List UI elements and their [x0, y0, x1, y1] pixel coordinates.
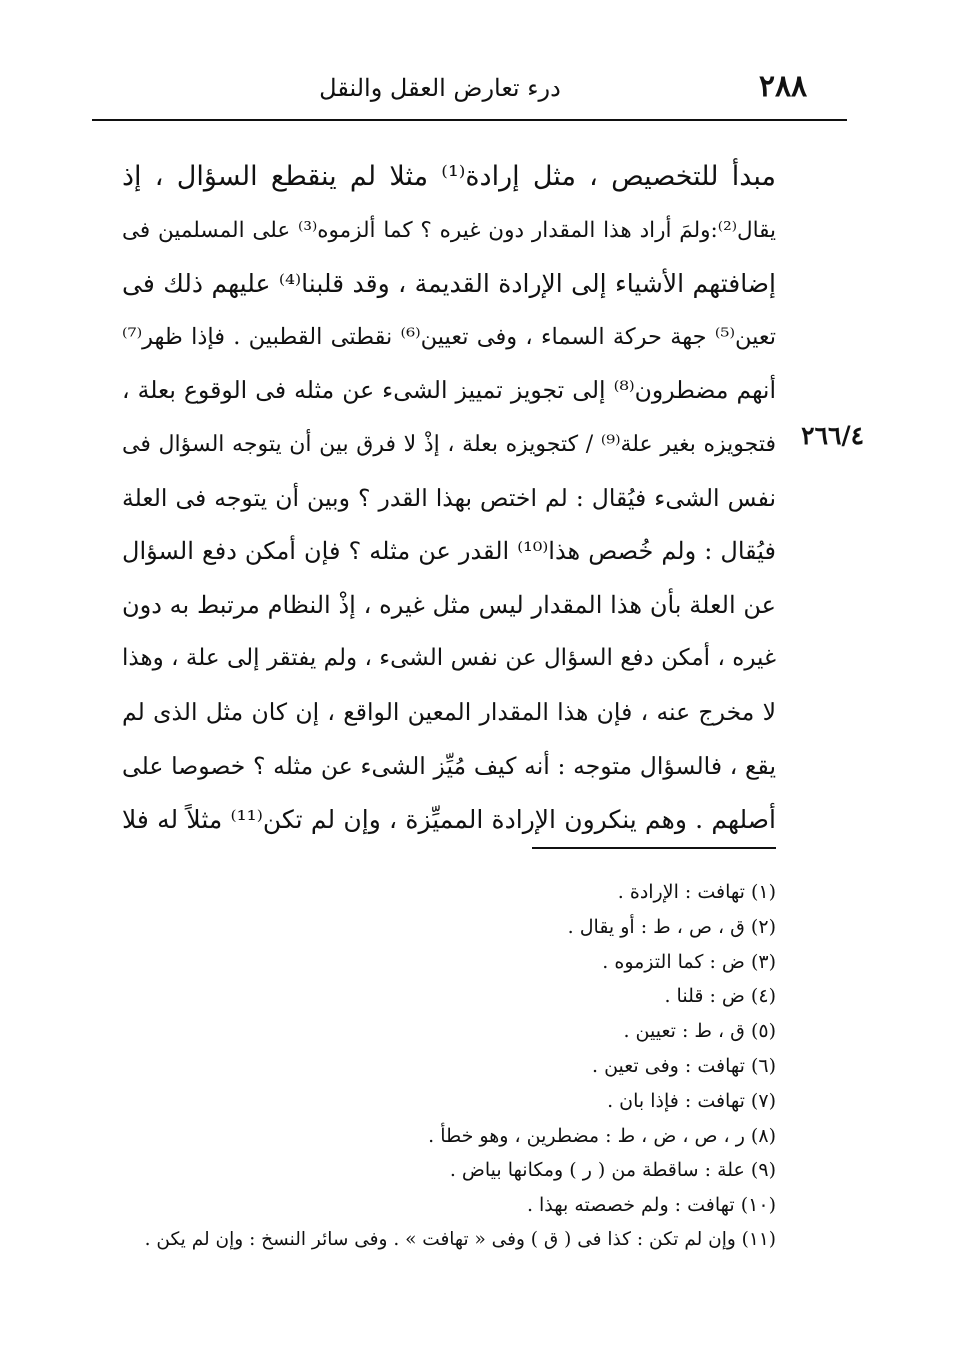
footnote: (٦) تهافت : وفى تعين .	[591, 1054, 776, 1077]
footnote: (٧) تهافت : فإذا بان .	[607, 1089, 776, 1112]
page-number: ٢٨٨	[758, 69, 808, 104]
footnotes	[140, 875, 776, 1258]
footnote: (٨) ر ، ص ، ض ، ط : مضطرين ، وهو خطأ .	[428, 1124, 776, 1147]
text-line: يقال⁽²⁾:ولمَ أراد هذا المقدار دون غيره ؟ كما ألزموه⁽³⁾ على المسلمين فى	[122, 217, 776, 243]
text-line: نفس الشىء فيُقال : لم اختص بهذا القدر ؟ وبين أن يتوجه فى العلة	[122, 483, 776, 512]
footnote-divider	[532, 847, 776, 849]
text-line: عن العلة بأن هذا المقدار ليس مثل غيره ، إذْ النظام مرتبط به دون	[122, 590, 776, 619]
footnote: (١١) وإن لم تكن : كذا فى ( ق ) وفى « تهافت » . وفى سائر النسخ : وإن لم يكن .	[144, 1228, 776, 1250]
text-line: إضافتهم الأشياء إلى الإرادة القديمة ، وقد قلبنا⁽⁴⁾ عليهم ذلك فى	[122, 269, 776, 299]
text-line: فيُقال : ولم خُصص هذا⁽¹⁰⁾ القدر عن مثله ؟ فإن أمكن دفع السؤال	[122, 537, 777, 566]
running-title: درء تعارض العقل والنقل	[319, 74, 561, 102]
footnote: (٥) ق ، ط : تعيين .	[623, 1020, 776, 1043]
footnote: (٤) ض : قلنا .	[664, 985, 776, 1008]
header-divider	[92, 119, 847, 121]
footnote: (٣) ض : كما التزموه .	[602, 950, 776, 973]
text-line: تعين⁽⁵⁾ جهة حركة السماء ، وفى تعيين⁽⁶⁾ نقطتى القطبين . فإذا ظهر⁽⁷⁾	[122, 323, 776, 350]
margin-reference: ٢٦٦/٤	[801, 421, 864, 450]
text-line: فتجويزه بغير علة⁽⁹⁾ / كتجويزه بعلة ، إذْ لا فرق بين أن يتوجه السؤال فى	[122, 431, 776, 457]
footnote: (٢) ق ، ص ، ط : أو يقال .	[567, 915, 776, 938]
text-line: أنهم مضطرون⁽⁸⁾ إلى تجويز تمييز الشىء عن مثله فى الوقوع بعلة ،	[122, 376, 776, 405]
text-line: لا مخرج عنه ، فإن هذا المقدار المعين الواقع ، إن كان مثل الذى لم	[122, 697, 776, 726]
main-text	[122, 150, 776, 847]
text-line: مبدأ للتخصيص ، مثل إرادة⁽¹⁾ مثلا لم ينقطع السؤال ، إذ	[122, 161, 776, 192]
footnote: (٩) علة : ساقطة من ( ر ) ومكانها بياض .	[449, 1159, 776, 1182]
footnote: (١٠) تهافت : ولم خصصته بهذا .	[526, 1194, 776, 1217]
text-line: يقع ، فالسؤال متوجه : أنه كيف مُيِّز الشىء عن مثله ؟ خصوصا على	[122, 751, 776, 780]
text-line: أصلهم . وهم ينكرون الإرادة المميِّزة ، وإن لم تكن⁽¹¹⁾ مثلاً له فلا	[122, 805, 776, 835]
footnote: (١) تهافت : الإرادة .	[617, 881, 776, 903]
text-line: غيره ، أمكن دفع السؤال عن نفس الشىء ، ولم يفتقر إلى علة ، وهذا	[122, 645, 776, 672]
